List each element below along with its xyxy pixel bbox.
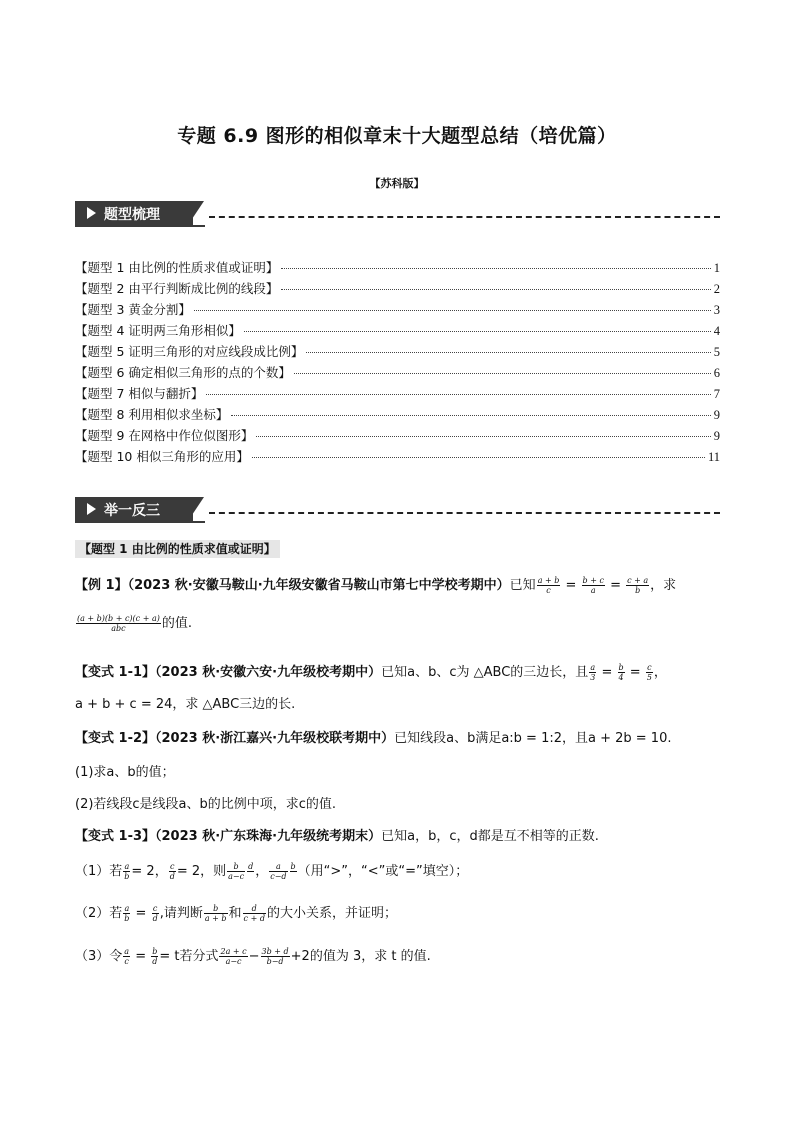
toc-banner-title: 题型梳理 <box>104 207 160 223</box>
dashed-divider <box>209 512 720 514</box>
dashed-divider <box>209 216 720 218</box>
toc-entry[interactable]: 【题型 1 由比例的性质求值或证明】 1 <box>75 260 720 275</box>
variant-1-3: 【变式 1-3】（2023 秋·广东珠海·九年级统考期末）已知a，b，c，d都是互不相等的正数. <box>75 829 599 844</box>
problem-type-heading: 【题型 1 由比例的性质求值或证明】 <box>75 540 280 558</box>
play-arrow-icon <box>87 503 96 515</box>
toc-entry[interactable]: 【题型 2 由平行判断成比例的线段】 2 <box>75 281 720 296</box>
toc-entry[interactable]: 【题型 8 利用相似求坐标】 9 <box>75 407 720 422</box>
variant-1-3-q1: （1）若 $\frac{a}{b}$ = 2， $\frac{c}{d}$ = 2，则 $\frac{b}{a-c}$ d ， $\frac{a}{c-d}$ b （用“>”，“<”或“=”填空）； <box>75 862 469 881</box>
variant-1-3-q2: （2）若 $\frac{a}{b}$ = $\frac{c}{d}$ ,请判断 $\frac{b}{a + b}$ 和 $\frac{d}{c + d}$ 的大小关系，并证明； <box>75 904 397 923</box>
variant-1-2-q2: (2)若线段c是线段a、b的比例中项，求c的值. <box>75 797 337 812</box>
examples-section-banner <box>75 497 720 523</box>
examples-banner-title: 举一反三 <box>104 503 160 519</box>
variant-1-2-q1: (1)求a、b的值； <box>75 765 175 780</box>
example-1-cont: $\frac{(a + b)(b + c)(c + a)}{\text{abc}}$ 的值. <box>77 614 192 633</box>
variant-1-1-cont: a + b + c = 24，求 △ABC三边的长. <box>75 697 296 712</box>
fraction: $\frac{(a + b)(b + c)(c + a)}{\text{abc}}$ <box>77 614 160 633</box>
toc-entry[interactable]: 【题型 5 证明三角形的对应线段成比例】 5 <box>75 344 720 359</box>
toc-entry[interactable]: 【题型 6 确定相似三角形的点的个数】 6 <box>75 365 720 380</box>
toc-entry[interactable]: 【题型 3 黄金分割】 3 <box>75 302 720 317</box>
edition-label: 【苏科版】 <box>369 177 425 190</box>
toc-entry[interactable]: 【题型 4 证明两三角形相似】 4 <box>75 323 720 338</box>
table-of-contents <box>75 258 720 468</box>
page-title: 专题 6.9 图形的相似章末十大题型总结（培优篇） <box>177 125 617 147</box>
toc-entry[interactable]: 【题型 10 相似三角形的应用】 11 <box>75 449 720 464</box>
example-1: 【例 1】（2023 秋·安徽马鞍山·九年级安徽省马鞍山市第七中学校考期中）已知 $\frac{a + b}{c}$ = $\frac{b + c}{a}$ = $\frac{c + a}{b}$ ，求 <box>75 576 677 595</box>
fraction: $\frac{a + b}{c}$ <box>537 576 560 595</box>
play-arrow-icon <box>87 207 96 219</box>
fraction: $\frac{c + a}{b}$ <box>627 576 649 595</box>
toc-entry[interactable]: 【题型 7 相似与翻折】 7 <box>75 386 720 401</box>
toc-entry[interactable]: 【题型 9 在网格中作位似图形】 9 <box>75 428 720 443</box>
toc-section-banner <box>75 201 720 227</box>
variant-1-1: 【变式 1-1】（2023 秋·安徽六安·九年级校考期中）已知a、b、c为 △ABC的三边长，且 $\frac{a}{3}$ = $\frac{b}{4}$ = $\frac{c}{5}$ ， <box>75 663 667 682</box>
variant-1-3-q3: （3）令 $\frac{a}{c}$ = $\frac{b}{d}$ = t若分式 $\frac{2a + c}{a-c}$ − $\frac{3b + d}{b-d}$ +2的值为 3，求 t 的值. <box>75 947 431 966</box>
variant-1-2: 【变式 1-2】（2023 秋·浙江嘉兴·九年级校联考期中）已知线段a、b满足a:b = 1:2，且a + 2b = 10. <box>75 731 672 746</box>
fraction: $\frac{b + c}{a}$ <box>582 576 604 595</box>
